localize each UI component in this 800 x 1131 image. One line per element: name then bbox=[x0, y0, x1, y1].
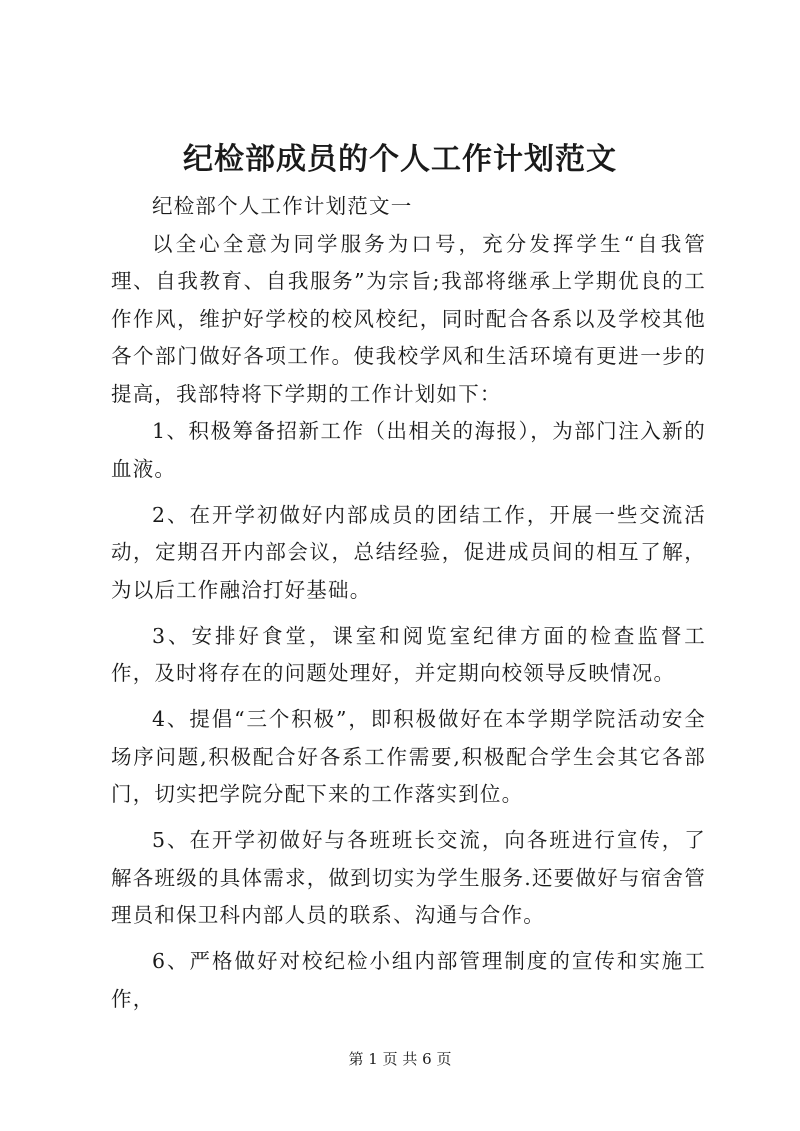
document-title: 纪检部成员的个人工作计划范文 bbox=[183, 142, 617, 177]
paragraph-item-2: 2、在开学初做好内部成员的团结工作，开展一些交流活动，定期召开内部会议，总结经验，促进成员间的相互了解，为以后工作融洽打好基础。 bbox=[111, 502, 706, 602]
paragraph-item-1: 1、积极筹备招新工作（出相关的海报），为部门注入新的血液。 bbox=[111, 419, 706, 481]
paragraph-item-5: 5、在开学初做好与各班班长交流，向各班进行宣传，了解各班级的具体需求，做到切实为学生服务.还要做好与宿舍管理员和保卫科内部人员的联系、沟通与合作。 bbox=[111, 828, 706, 927]
document-body bbox=[111, 188, 706, 1018]
section-heading: 纪检部个人工作计划范文一 bbox=[152, 194, 413, 218]
paragraph-item-6: 6、严格做好对校纪检小组内部管理制度的宣传和实施工作， bbox=[111, 949, 706, 1011]
paragraph-item-3: 3、安排好食堂，课室和阅览室纪律方面的检查监督工作，及时将存在的问题处理好，并定期向校领导反映情况。 bbox=[111, 623, 706, 685]
page-footer: 第 1 页 共 6 页 bbox=[348, 1050, 452, 1068]
paragraph-intro: 以全心全意为同学服务为口号，充分发挥学生“自我管理、自我教育、自我服务”为宗旨;我部将继承上学期优良的工作作风，维护好学校的校风校纪，同时配合各系以及学校其他各个部门做好各项工作。使我校学风和生活环境有更进一步的提高，我部特将下学期的工作计划如下： bbox=[111, 231, 706, 406]
paragraph-item-4: 4、提倡“三个积极”，即积极做好在本学期学院活动安全场序问题,积极配合好各系工作需要,积极配合学生会其它各部门，切实把学院分配下来的工作落实到位。 bbox=[111, 707, 706, 806]
